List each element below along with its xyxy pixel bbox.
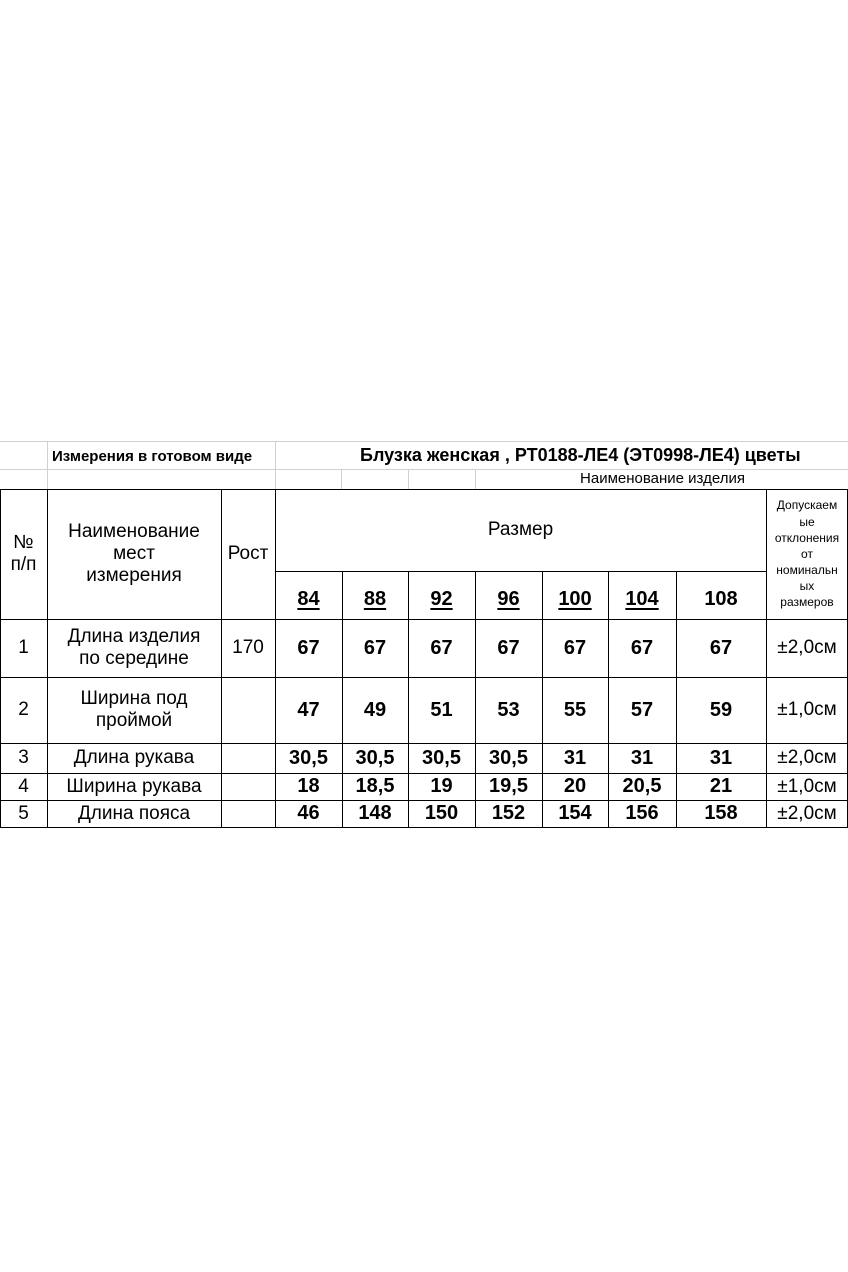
measurement-name: Ширина рукава bbox=[66, 775, 202, 797]
size-label: 100 bbox=[558, 587, 592, 610]
measurement-value: 18,5 bbox=[355, 775, 395, 797]
height-value: 170 bbox=[232, 637, 264, 659]
name-header: Наименование мест измерения bbox=[68, 521, 200, 586]
measurement-value: 55 bbox=[563, 698, 587, 721]
measurement-value: 59 bbox=[709, 698, 733, 721]
num-header: № п/п bbox=[10, 532, 37, 575]
measurement-value: 30,5 bbox=[355, 746, 395, 769]
height-header: Рост bbox=[227, 543, 269, 565]
measurement-value: 30,5 bbox=[489, 746, 528, 769]
measurement-value: 31 bbox=[630, 746, 654, 769]
measurement-value: 156 bbox=[625, 802, 659, 824]
measurement-value: 67 bbox=[363, 636, 387, 659]
measurement-value: 150 bbox=[424, 802, 459, 824]
size-label: 92 bbox=[430, 587, 453, 610]
tolerance-value: ±1,0см bbox=[777, 775, 837, 797]
measurement-value: 30,5 bbox=[422, 746, 461, 769]
measurement-name: Ширина под проймой bbox=[80, 688, 188, 731]
measurement-value: 67 bbox=[430, 636, 453, 659]
height-value bbox=[221, 773, 275, 800]
measurement-value: 49 bbox=[363, 698, 387, 721]
height-value bbox=[221, 743, 275, 773]
measurement-value: 20 bbox=[563, 775, 587, 797]
product-title: Блузка женская , РТ0188-ЛЕ4 (ЭТ0998-ЛЕ4) цветы bbox=[360, 444, 801, 465]
row-number: 4 bbox=[18, 775, 29, 797]
measurement-value: 31 bbox=[709, 746, 733, 769]
height-value bbox=[221, 677, 275, 743]
table-border-bottom bbox=[0, 827, 848, 828]
measurement-value: 67 bbox=[297, 636, 320, 659]
row-number: 3 bbox=[18, 747, 29, 769]
measurement-value: 67 bbox=[563, 636, 587, 659]
measurements-title: Измерения в готовом виде bbox=[52, 448, 253, 466]
row-number: 5 bbox=[18, 802, 29, 824]
measurement-value: 19 bbox=[430, 775, 453, 797]
measurement-value: 67 bbox=[709, 636, 733, 659]
measurement-value: 57 bbox=[630, 698, 654, 721]
measurement-value: 152 bbox=[491, 802, 526, 824]
measurement-value: 18 bbox=[297, 775, 320, 797]
measurement-value: 53 bbox=[497, 698, 520, 721]
size-header: Размер bbox=[487, 519, 554, 541]
product-caption: Наименование изделия bbox=[580, 470, 745, 488]
size-chart-table bbox=[0, 441, 848, 830]
measurement-value: 154 bbox=[558, 802, 592, 824]
row-number: 1 bbox=[18, 637, 29, 659]
measurement-value: 67 bbox=[630, 636, 654, 659]
height-value bbox=[221, 800, 275, 827]
measurement-name: Длина пояса bbox=[77, 802, 191, 824]
size-label: 104 bbox=[625, 587, 659, 610]
tolerance-value: ±2,0см bbox=[777, 637, 837, 659]
measurement-value: 21 bbox=[709, 775, 733, 797]
measurement-value: 47 bbox=[297, 698, 320, 721]
measurement-value: 148 bbox=[358, 802, 392, 824]
measurement-value: 31 bbox=[563, 746, 587, 769]
tolerance-header: Допускаем ые отклонения от номинальн ых размеров bbox=[774, 498, 840, 610]
size-label: 108 bbox=[704, 587, 738, 610]
measurement-value: 67 bbox=[497, 636, 520, 659]
tolerance-value: ±2,0см bbox=[777, 802, 837, 824]
measurement-value: 46 bbox=[297, 802, 320, 824]
measurement-name: Длина рукава bbox=[73, 747, 195, 769]
measurement-value: 19,5 bbox=[489, 775, 528, 797]
measurement-value: 20,5 bbox=[622, 775, 662, 797]
size-label: 84 bbox=[297, 587, 320, 610]
tolerance-value: ±1,0см bbox=[777, 699, 837, 721]
measurement-value: 158 bbox=[704, 802, 738, 824]
tolerance-value: ±2,0см bbox=[777, 747, 837, 769]
size-label: 88 bbox=[363, 587, 387, 610]
measurement-value: 51 bbox=[430, 698, 453, 721]
measurement-name: Длина изделия по середине bbox=[67, 626, 201, 669]
measurement-value: 30,5 bbox=[289, 746, 328, 769]
size-label: 96 bbox=[497, 587, 520, 610]
row-number: 2 bbox=[18, 699, 29, 721]
